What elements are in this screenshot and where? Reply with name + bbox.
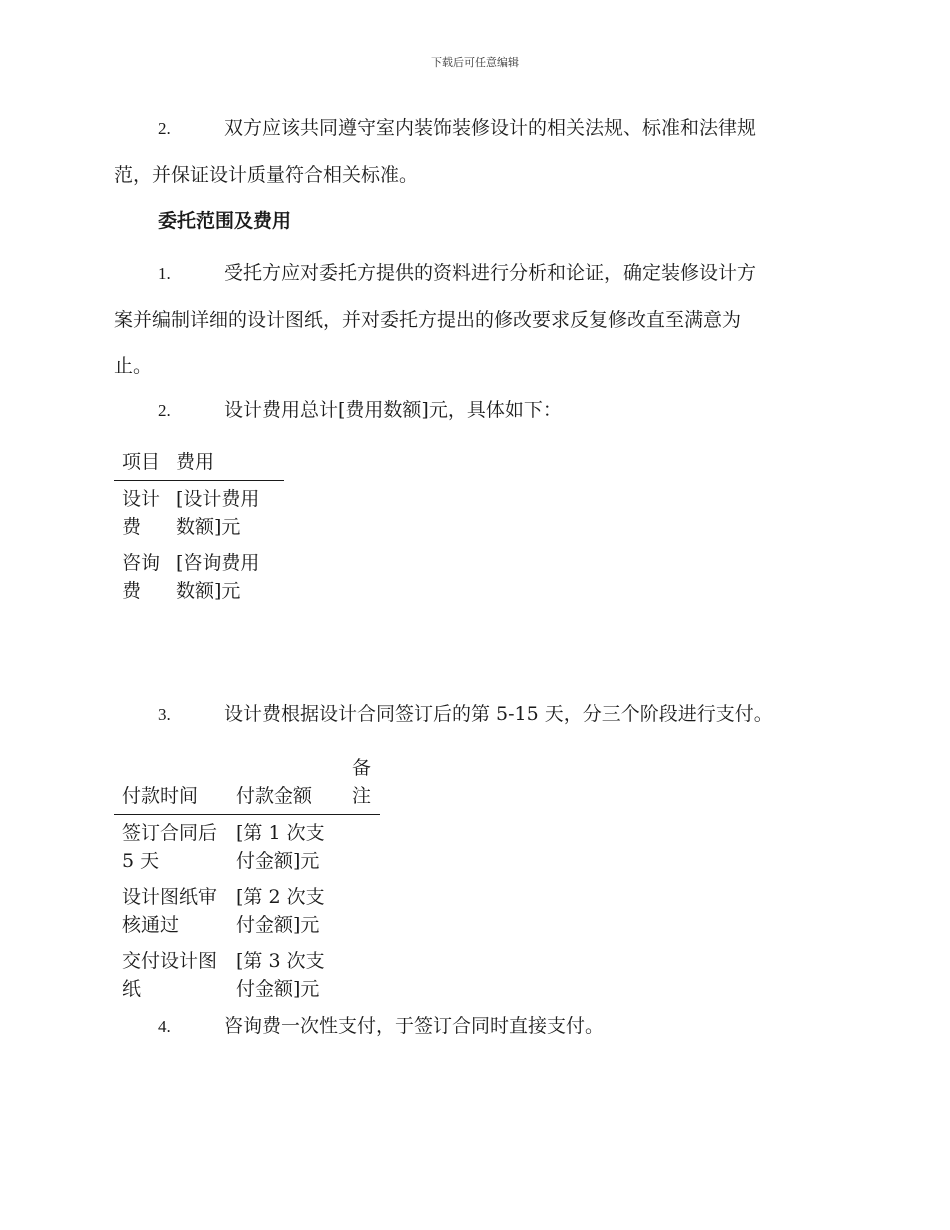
clause-text: 咨询费一次性支付，于签订合同时直接支付。 [224,1015,605,1037]
clause-text-cont: 范，并保证设计质量符合相关标准。 [114,164,419,186]
section-heading: 委托范围及费用 [158,210,292,232]
column-header: 项目 [122,451,161,473]
table-cell [344,815,380,880]
column-header: 备注 [352,757,372,807]
table-cell: 设计图纸审核通过 [122,886,218,936]
clause-text: 设计费用总计[费用数额]元，具体如下： [224,399,562,421]
table-row [114,879,380,943]
table-cell: [咨询费用数额]元 [176,552,260,602]
clause-text: 双方应该共同遵守室内装饰装修设计的相关法规、标准和法律规 [224,117,757,139]
page-header: 下载后可任意编辑 [431,56,519,69]
clause-2-compliance [114,105,834,198]
table-cell: 咨询费 [122,552,161,602]
table-cell: [第 1 次支付金额]元 [236,822,325,872]
table-row [114,943,380,1007]
clause-4-consulting-fee [114,1003,834,1050]
table-header-row [114,754,380,815]
clause-3-payment-schedule [114,691,834,738]
clause-number: 4. [158,1017,171,1036]
table-cell: 交付设计图纸 [122,950,218,1000]
clause-1-scope [114,250,834,389]
table-row [114,815,380,880]
column-header: 付款金额 [236,785,313,807]
table-row [114,545,284,609]
payment-table [114,754,380,1007]
clause-number: 3. [158,705,171,724]
column-header: 付款时间 [122,785,199,807]
table-cell: [设计费用数额]元 [176,488,260,538]
clause-text-cont: 案并编制详细的设计图纸，并对委托方提出的修改要求反复修改直至满意为 [114,309,742,331]
clause-2-fee-total [114,387,834,434]
table-header-row [114,448,284,481]
clause-text-cont: 止。 [114,355,153,377]
column-header: 费用 [176,451,215,473]
table-cell: 设计费 [122,488,161,538]
table-cell: [第 3 次支付金额]元 [236,950,325,1000]
clause-text: 设计费根据设计合同签订后的第 5-15 天，分三个阶段进行支付。 [224,703,773,725]
table-cell: [第 2 次支付金额]元 [236,886,325,936]
table-cell [344,879,380,943]
clause-number: 2. [158,401,171,420]
clause-number: 1. [158,264,171,283]
clause-text: 受托方应对委托方提供的资料进行分析和论证，确定装修设计方 [224,262,757,284]
table-cell [344,943,380,1007]
table-cell: 签订合同后 5 天 [122,822,218,872]
clause-number: 2. [158,119,171,138]
fee-table [114,448,284,609]
table-row [114,481,284,546]
